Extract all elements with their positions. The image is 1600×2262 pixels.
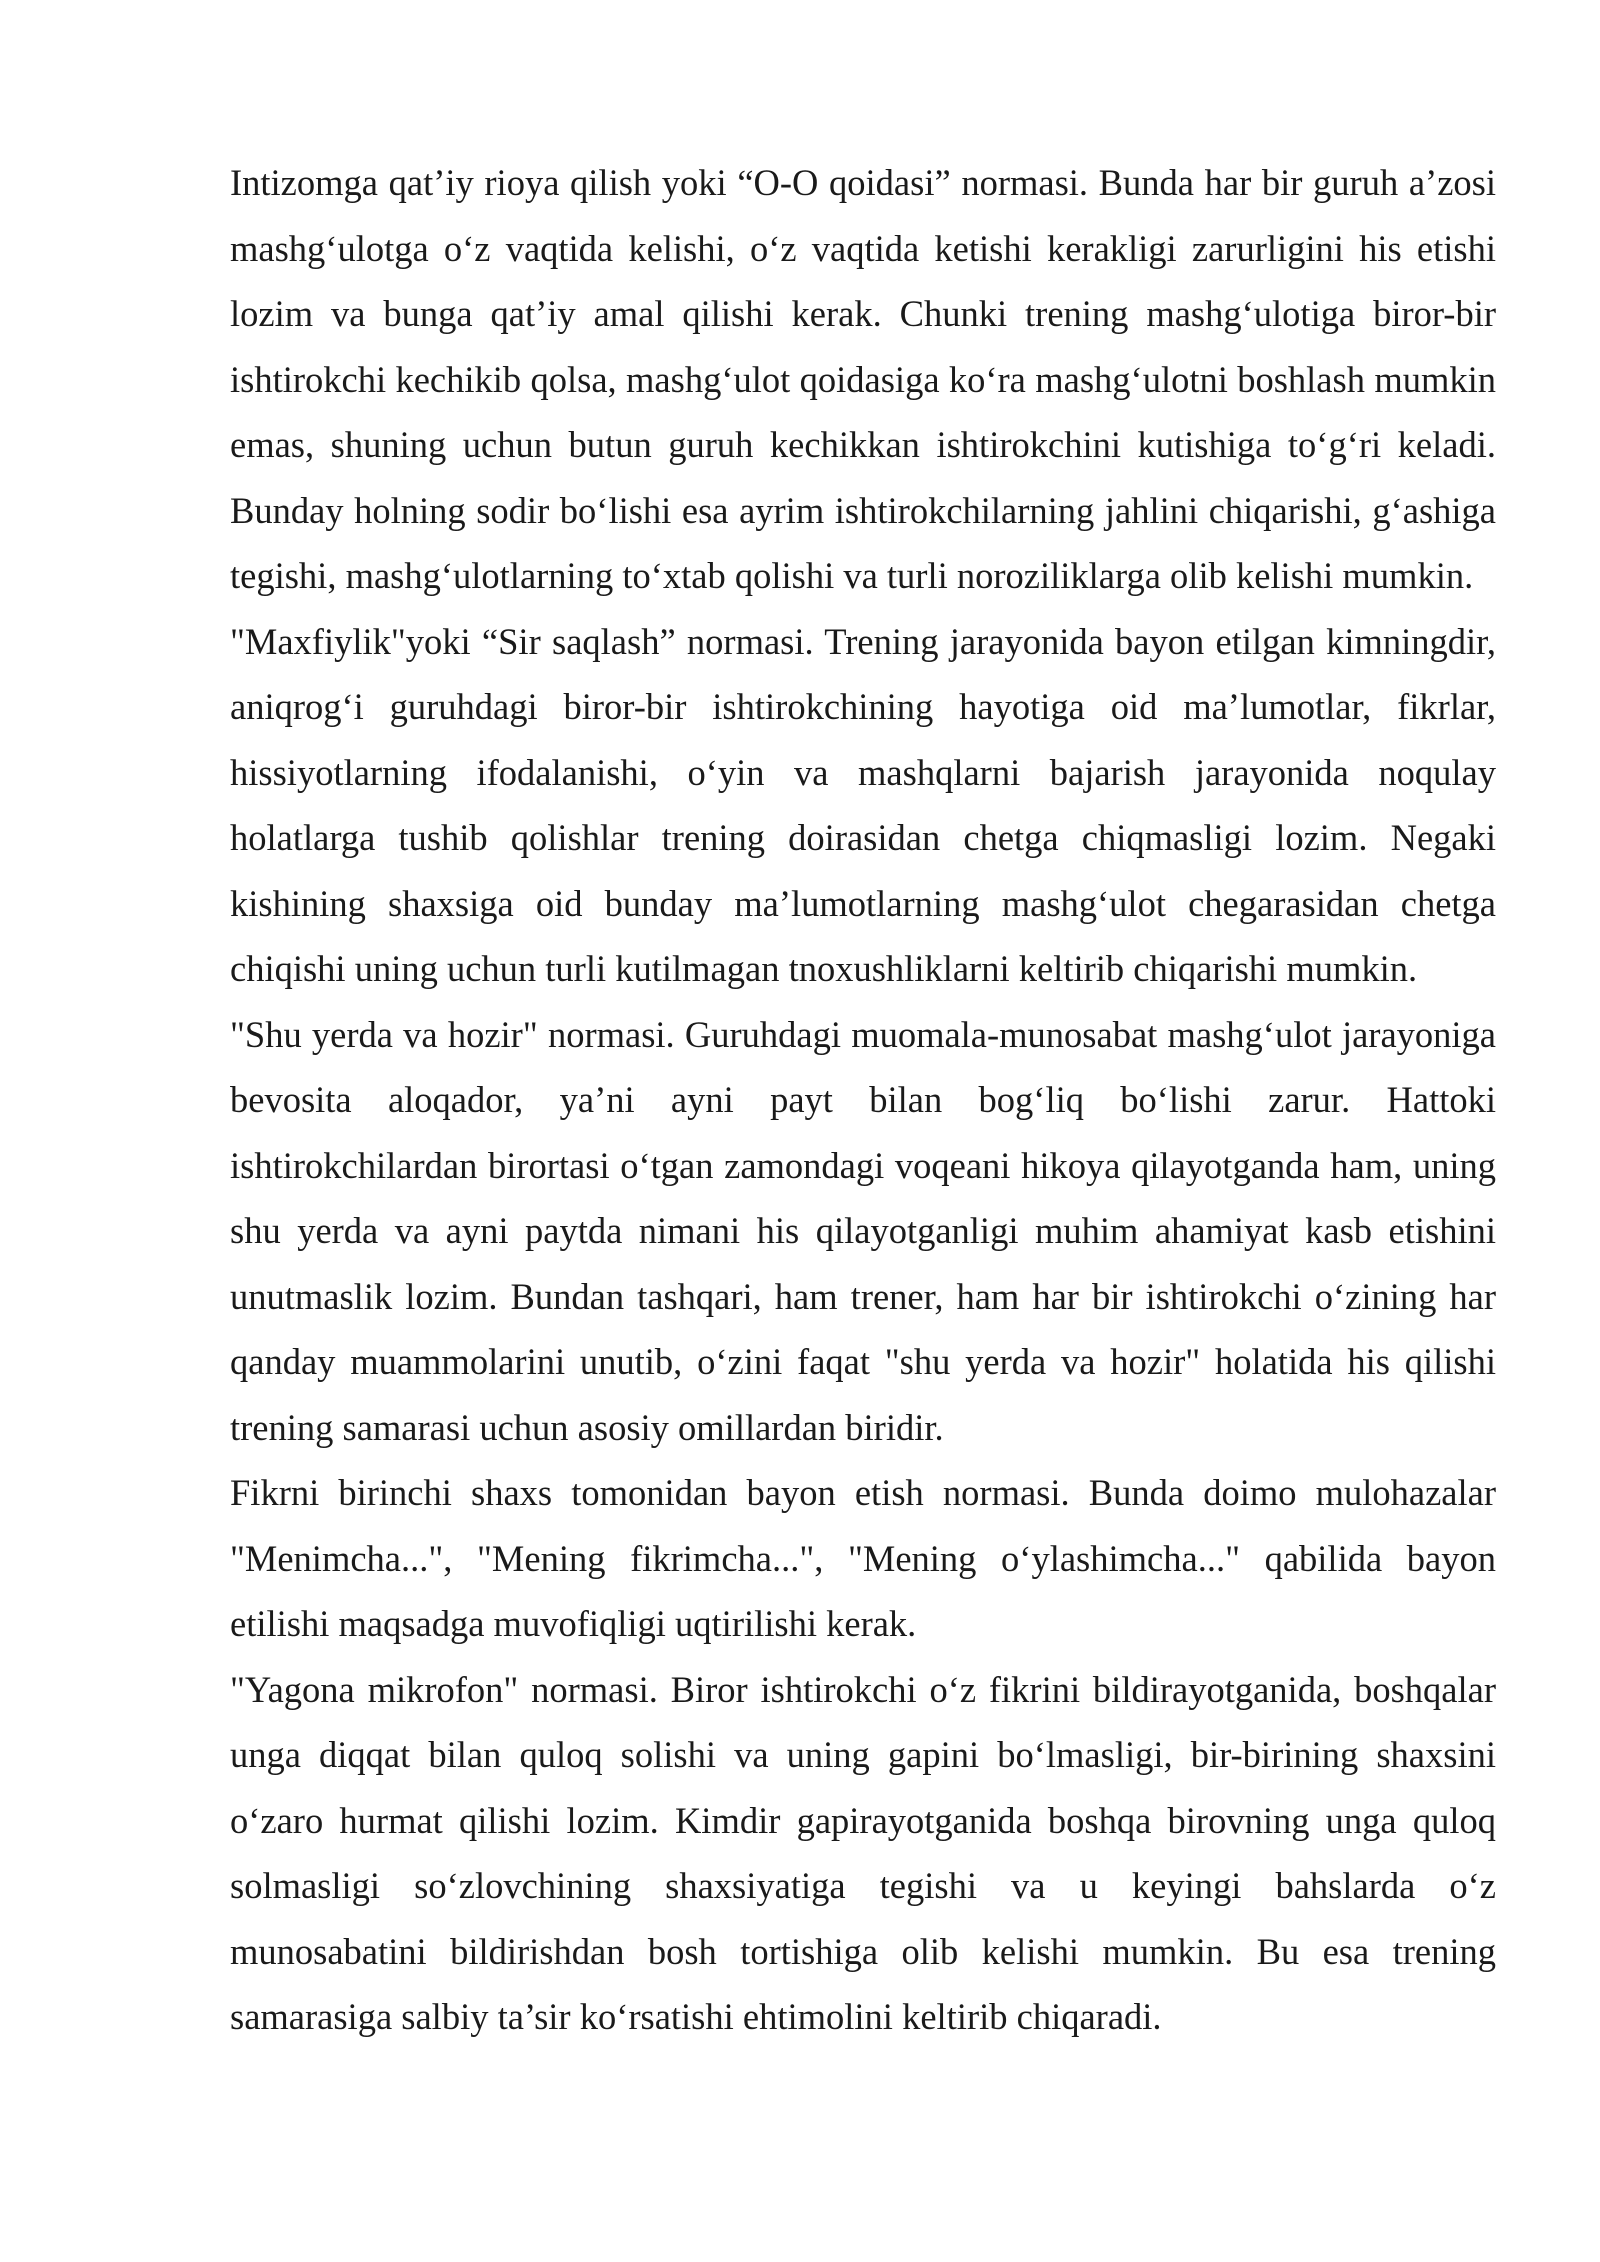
paragraph-first-person-norm: Fikrni birinchi shaxs tomonidan bayon etish normasi. Bunda doimo mulohazalar "Menimcha...", "Mening fikrimcha...", "Mening o‘ylashimcha..." qabilida bayon etilishi maqsadga muvofiqligi uqtirilishi kerak. [230, 1472, 1496, 1644]
paragraph-here-and-now-norm: "Shu yerda va hozir" normasi. Guruhdagi muomala-munosabat mashg‘ulot jarayoniga bevosita aloqador, ya’ni ayni payt bilan bog‘liq bo‘lishi zarur. Hattoki ishtirokchilardan birortasi o‘tgan zamondagi voqeani hikoya qilayotganda ham, uning shu yerda va ayni paytda nimani his qilayotganligi muhim ahamiyat kasb etishini unutmaslik lozim. Bundan tashqari, ham trener, ham har bir ishtirokchi o‘zining har qanday muammolarini unutib, o‘zini faqat "shu yerda va hozir" holatida his qilishi trening samarasi uchun asosiy omillardan biridir. [230, 1013, 1496, 1448]
paragraph-discipline-norm: Intizomga qat’iy rioya qilish yoki “O-O qoidasi” normasi. Bunda har bir guruh a’zosi mashg‘ulotga o‘z vaqtida kelishi, o‘z vaqtida ketishi kerakligi zarurligini his etishi lozim va bunga qat’iy amal qilishi kerak. Chunki trening mashg‘ulotiga biror-bir ishtirokchi kechikib qolsa, mashg‘ulot qoidasiga ko‘ra mashg‘ulotni boshlash mumkin emas, shuning uchun butun guruh kechikkan ishtirokchini kutishiga to‘g‘ri keladi. Bunday holning sodir bo‘lishi esa ayrim ishtirokchilarning jahlini chiqarishi, g‘ashiga tegishi, mashg‘ulotlarning to‘xtab qolishi va turli noroziliklarga olib kelishi mumkin. [230, 162, 1496, 596]
paragraph-confidentiality-norm: "Maxfiylik"yoki “Sir saqlash” normasi. Trening jarayonida bayon etilgan kimningdir, aniqrog‘i guruhdagi biror-bir ishtirokchining hayotiga oid ma’lumotlar, fikrlar, hissiyotlarning ifodalanishi, o‘yin va mashqlarni bajarish jarayonida noqulay holatlarga tushib qolishlar trening doirasidan chetga chiqmasligi lozim. Negaki kishining shaxsiga oid bunday ma’lumotlarning mashg‘ulot chegarasidan chetga chiqishi uning uchun turli kutilmagan tnoxushliklarni keltirib chiqarishi mumkin. [230, 620, 1496, 989]
paragraph-single-microphone-norm: "Yagona mikrofon" normasi. Biror ishtirokchi o‘z fikrini bildirayotganida, boshqalar unga diqqat bilan quloq solishi va uning gapini bo‘lmasligi, bir-birining shaxsini o‘zaro hurmat qilishi lozim. Kimdir gapirayotganida boshqa birovning unga quloq solmasligi so‘zlovchining shaxsiyatiga tegishi va u keyingi bahslarda o‘z munosabatini bildirishdan bosh tortishiga olib kelishi mumkin. Bu esa trening samarasiga salbiy ta’sir ko‘rsatishi ehtimolini keltirib chiqaradi. [230, 1668, 1496, 2037]
document-page [230, 150, 1496, 2050]
